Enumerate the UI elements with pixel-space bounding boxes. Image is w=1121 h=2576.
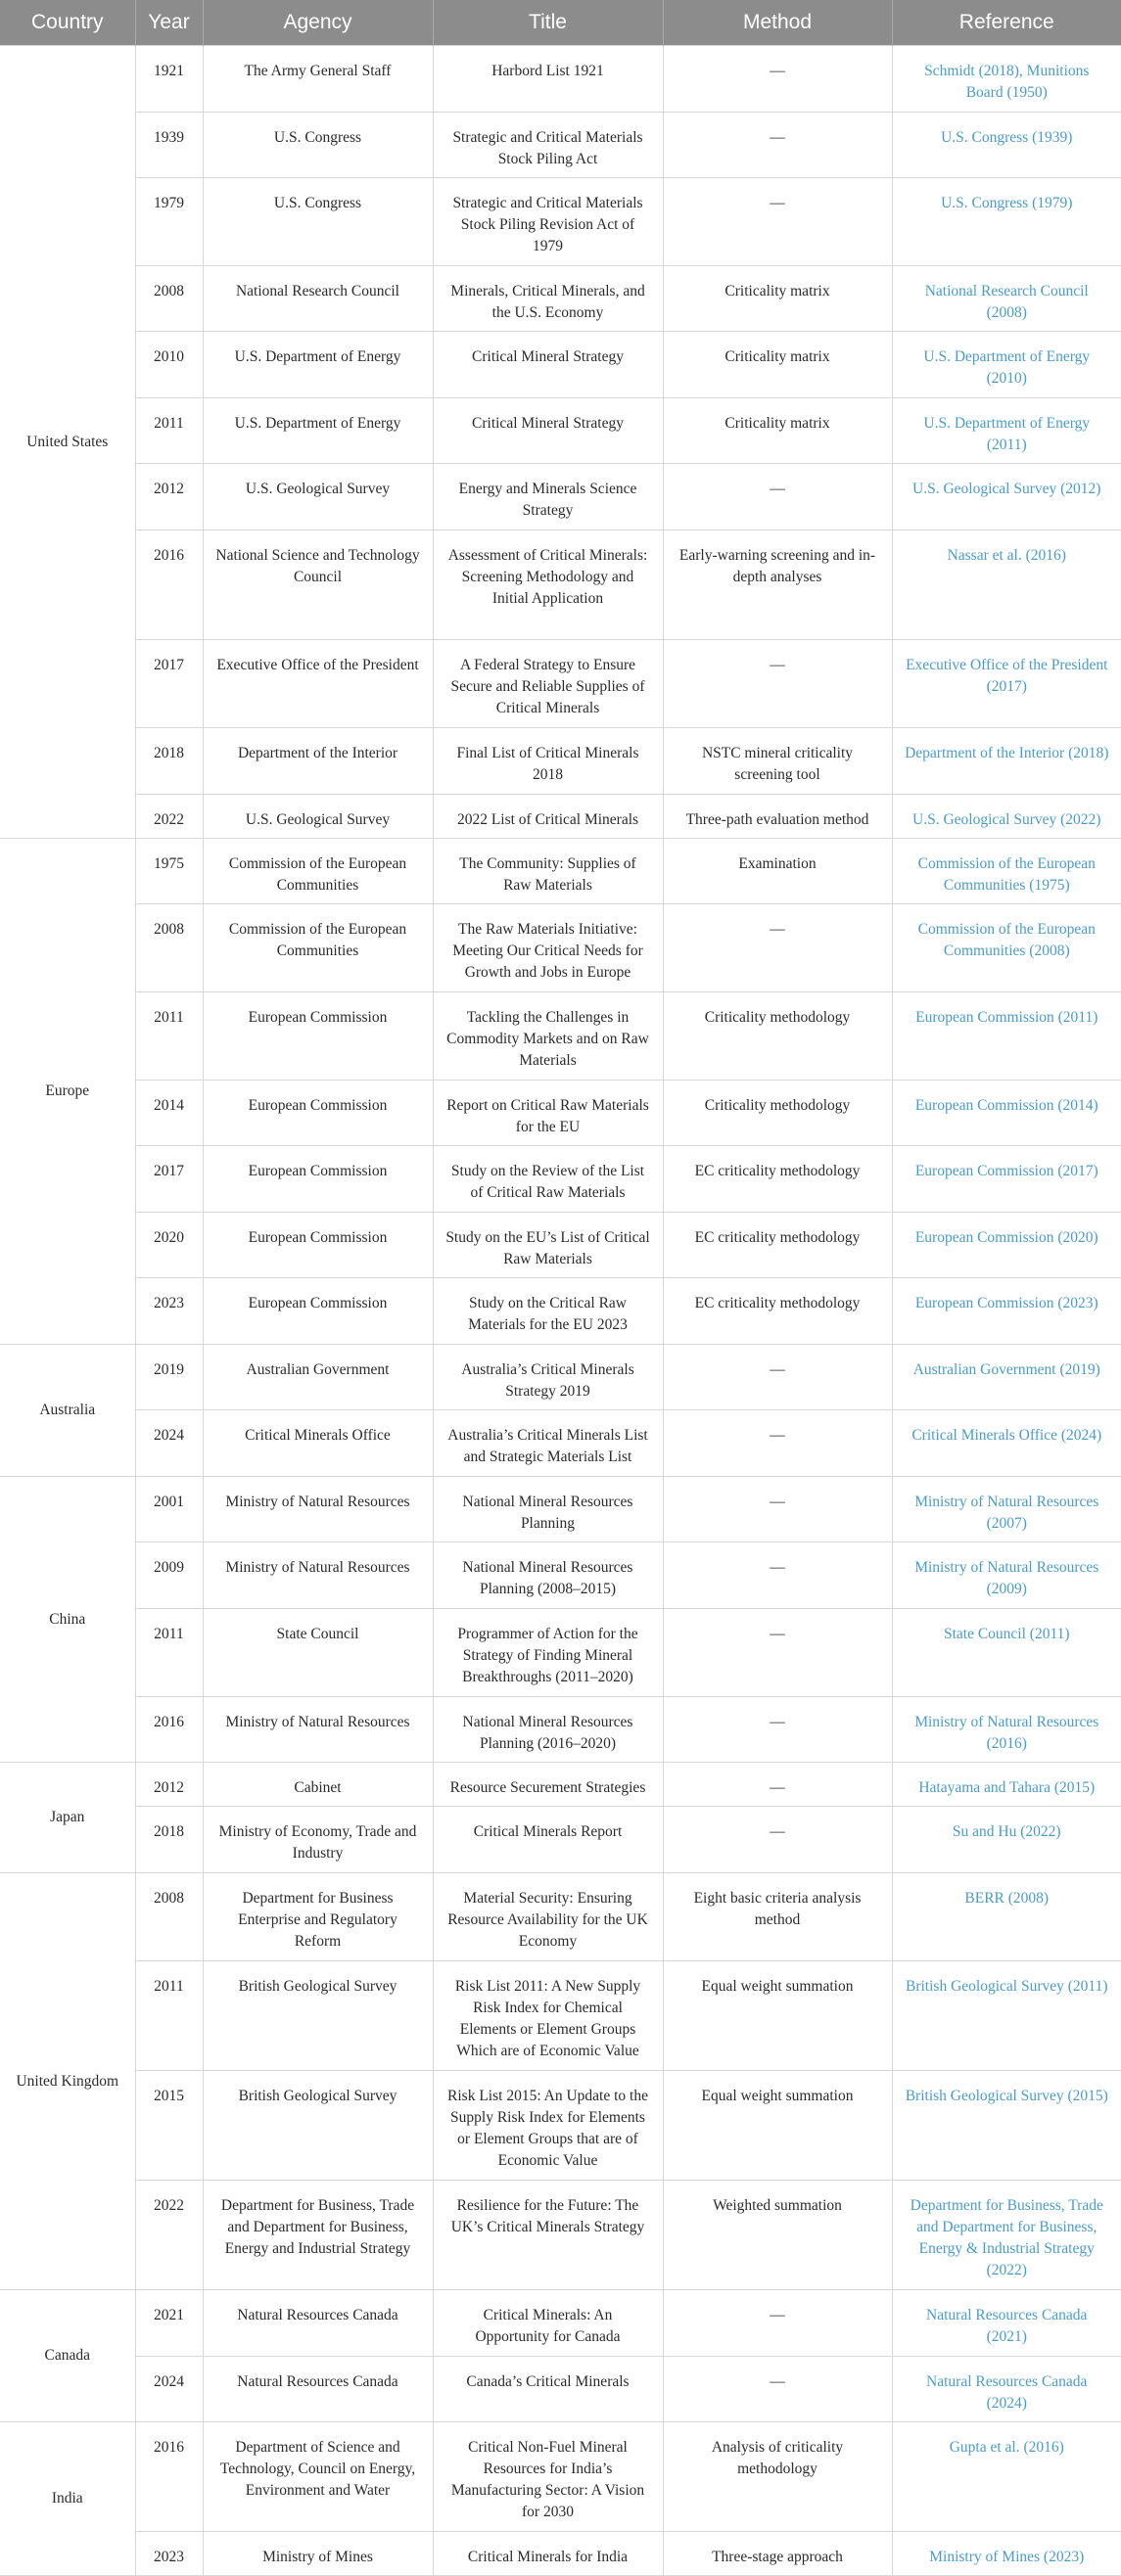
table-row [0, 904, 1121, 992]
table-row [0, 1807, 1121, 1873]
method-cell: EC criticality methodology [663, 1278, 892, 1345]
agency-cell: European Commission [203, 1146, 433, 1213]
reference-link[interactable]: European Commission (2023) [892, 1278, 1121, 1345]
reference-link[interactable]: BERR (2008) [892, 1873, 1121, 1961]
country-cell: Canada [0, 2290, 135, 2422]
agency-cell: British Geological Survey [203, 2071, 433, 2181]
year-cell: 2018 [135, 1807, 203, 1873]
year-cell: 2019 [135, 1345, 203, 1410]
reference-link[interactable]: Department for Business, Trade and Department for Business, Energy & Industrial Strategy (2022) [892, 2181, 1121, 2290]
agency-cell: The Army General Staff [203, 46, 433, 113]
title-cell: Study on the Review of the List of Critical Raw Materials [433, 1146, 663, 1213]
agency-cell: U.S. Congress [203, 113, 433, 178]
reference-link[interactable]: Australian Government (2019) [892, 1345, 1121, 1410]
title-cell: Strategic and Critical Materials Stock Piling Act [433, 113, 663, 178]
method-cell: — [663, 46, 892, 113]
title-cell: Risk List 2015: An Update to the Supply Risk Index for Elements or Element Groups that are of Economic Value [433, 2071, 663, 2181]
agency-cell: State Council [203, 1609, 433, 1697]
method-cell: EC criticality methodology [663, 1213, 892, 1278]
method-cell: — [663, 2357, 892, 2422]
reference-link[interactable]: Hatayama and Tahara (2015) [892, 1763, 1121, 1807]
table-row [0, 1081, 1121, 1146]
method-cell: Equal weight summation [663, 2071, 892, 2181]
table-header [0, 0, 1121, 46]
agency-cell: National Science and Technology Council [203, 530, 433, 640]
table-body [0, 46, 1121, 2576]
table-row [0, 2357, 1121, 2422]
reference-link[interactable]: Ministry of Mines (2023) [892, 2532, 1121, 2576]
table-row [0, 839, 1121, 904]
year-cell: 2023 [135, 1278, 203, 1345]
year-cell: 2015 [135, 2071, 203, 2181]
table-row [0, 1609, 1121, 1697]
reference-link[interactable]: European Commission (2014) [892, 1081, 1121, 1146]
title-cell: Study on the EU’s List of Critical Raw Materials [433, 1213, 663, 1278]
year-cell: 2008 [135, 266, 203, 332]
year-cell: 2024 [135, 2357, 203, 2422]
method-cell: — [663, 640, 892, 728]
header-row [0, 0, 1121, 46]
country-cell: Europe [0, 839, 135, 1345]
table-row [0, 1542, 1121, 1609]
year-cell: 2011 [135, 1961, 203, 2071]
title-cell: The Community: Supplies of Raw Materials [433, 839, 663, 904]
reference-link[interactable]: U.S. Congress (1939) [892, 113, 1121, 178]
reference-link[interactable]: U.S. Geological Survey (2012) [892, 464, 1121, 530]
agency-cell: Commission of the European Communities [203, 839, 433, 904]
agency-cell: Critical Minerals Office [203, 1410, 433, 1477]
agency-cell: Department of the Interior [203, 728, 433, 795]
country-cell: Australia [0, 1345, 135, 1477]
title-cell: Programmer of Action for the Strategy of Finding Mineral Breakthroughs (2011–2020) [433, 1609, 663, 1697]
table-row [0, 1477, 1121, 1542]
agency-cell: European Commission [203, 992, 433, 1081]
header-reference: Reference [892, 0, 1121, 46]
agency-cell: U.S. Congress [203, 178, 433, 266]
table-row [0, 1410, 1121, 1477]
reference-link[interactable]: Ministry of Natural Resources (2007) [892, 1477, 1121, 1542]
table-row [0, 2071, 1121, 2181]
header-country: Country [0, 0, 135, 46]
agency-cell: European Commission [203, 1081, 433, 1146]
table-row [0, 530, 1121, 640]
method-cell: Criticality matrix [663, 266, 892, 332]
title-cell: Critical Minerals Report [433, 1807, 663, 1873]
method-cell: Criticality matrix [663, 398, 892, 464]
table-row [0, 266, 1121, 332]
table-row [0, 2422, 1121, 2532]
year-cell: 2011 [135, 1609, 203, 1697]
agency-cell: Ministry of Natural Resources [203, 1542, 433, 1609]
table-row [0, 2181, 1121, 2290]
table-row [0, 1961, 1121, 2071]
method-cell: — [663, 1410, 892, 1477]
reference-link[interactable]: Nassar et al. (2016) [892, 530, 1121, 640]
agency-cell: National Research Council [203, 266, 433, 332]
agency-cell: European Commission [203, 1278, 433, 1345]
method-cell: Early-warning screening and in-depth analyses [663, 530, 892, 640]
year-cell: 1939 [135, 113, 203, 178]
reference-link[interactable]: Commission of the European Communities (1975) [892, 839, 1121, 904]
agency-cell: Executive Office of the President [203, 640, 433, 728]
reference-link[interactable]: National Research Council (2008) [892, 266, 1121, 332]
reference-link[interactable]: British Geological Survey (2015) [892, 2071, 1121, 2181]
table-row [0, 1697, 1121, 1763]
agency-cell: Department for Business, Trade and Department for Business, Energy and Industrial Strategy [203, 2181, 433, 2290]
year-cell: 2016 [135, 530, 203, 640]
method-cell: Equal weight summation [663, 1961, 892, 2071]
year-cell: 2012 [135, 1763, 203, 1807]
title-cell: National Mineral Resources Planning (2016–2020) [433, 1697, 663, 1763]
agency-cell: Natural Resources Canada [203, 2290, 433, 2357]
method-cell: EC criticality methodology [663, 1146, 892, 1213]
method-cell: — [663, 1609, 892, 1697]
table-row [0, 795, 1121, 839]
title-cell: Strategic and Critical Materials Stock Piling Revision Act of 1979 [433, 178, 663, 266]
table-row [0, 1763, 1121, 1807]
agency-cell: Ministry of Natural Resources [203, 1697, 433, 1763]
year-cell: 2016 [135, 1697, 203, 1763]
agency-cell: Ministry of Economy, Trade and Industry [203, 1807, 433, 1873]
table-row [0, 464, 1121, 530]
year-cell: 2017 [135, 1146, 203, 1213]
title-cell: Australia’s Critical Minerals Strategy 2019 [433, 1345, 663, 1410]
method-cell: Three-path evaluation method [663, 795, 892, 839]
method-cell: — [663, 2290, 892, 2357]
year-cell: 2014 [135, 1081, 203, 1146]
title-cell: Australia’s Critical Minerals List and Strategic Materials List [433, 1410, 663, 1477]
method-cell: — [663, 1477, 892, 1542]
year-cell: 2020 [135, 1213, 203, 1278]
method-cell: Analysis of criticality methodology [663, 2422, 892, 2532]
table-row [0, 992, 1121, 1081]
table-row [0, 640, 1121, 728]
title-cell: Final List of Critical Minerals 2018 [433, 728, 663, 795]
reference-link[interactable]: European Commission (2020) [892, 1213, 1121, 1278]
method-cell: — [663, 1807, 892, 1873]
title-cell: A Federal Strategy to Ensure Secure and Reliable Supplies of Critical Minerals [433, 640, 663, 728]
reference-link[interactable]: Ministry of Natural Resources (2016) [892, 1697, 1121, 1763]
agency-cell: U.S. Geological Survey [203, 464, 433, 530]
year-cell: 2008 [135, 904, 203, 992]
method-cell: — [663, 113, 892, 178]
method-cell: NSTC mineral criticality screening tool [663, 728, 892, 795]
title-cell: Critical Mineral Strategy [433, 398, 663, 464]
title-cell: Resilience for the Future: The UK’s Critical Minerals Strategy [433, 2181, 663, 2290]
header-method: Method [663, 0, 892, 46]
title-cell: Risk List 2011: A New Supply Risk Index for Chemical Elements or Element Groups Which are of Economic Value [433, 1961, 663, 2071]
header-year: Year [135, 0, 203, 46]
table-row [0, 1146, 1121, 1213]
title-cell: Report on Critical Raw Materials for the EU [433, 1081, 663, 1146]
method-cell: Criticality methodology [663, 1081, 892, 1146]
year-cell: 2021 [135, 2290, 203, 2357]
table-row [0, 398, 1121, 464]
title-cell: Material Security: Ensuring Resource Availability for the UK Economy [433, 1873, 663, 1961]
method-cell: — [663, 1542, 892, 1609]
agency-cell: Ministry of Mines [203, 2532, 433, 2576]
agency-cell: Natural Resources Canada [203, 2357, 433, 2422]
method-cell: — [663, 1345, 892, 1410]
reference-link[interactable]: Executive Office of the President (2017) [892, 640, 1121, 728]
table-row [0, 1278, 1121, 1345]
agency-cell: U.S. Department of Energy [203, 398, 433, 464]
title-cell: National Mineral Resources Planning [433, 1477, 663, 1542]
year-cell: 2010 [135, 332, 203, 398]
year-cell: 2022 [135, 2181, 203, 2290]
reference-link[interactable]: U.S. Department of Energy (2010) [892, 332, 1121, 398]
method-cell: Criticality matrix [663, 332, 892, 398]
title-cell: Critical Non-Fuel Mineral Resources for India’s Manufacturing Sector: A Vision for 2030 [433, 2422, 663, 2532]
agency-cell: Department for Business Enterprise and Regulatory Reform [203, 1873, 433, 1961]
title-cell: Tackling the Challenges in Commodity Markets and on Raw Materials [433, 992, 663, 1081]
reference-link[interactable]: Natural Resources Canada (2021) [892, 2290, 1121, 2357]
year-cell: 1975 [135, 839, 203, 904]
table-row [0, 1873, 1121, 1961]
reference-link[interactable]: U.S. Congress (1979) [892, 178, 1121, 266]
reference-link[interactable]: European Commission (2011) [892, 992, 1121, 1081]
reference-link[interactable]: State Council (2011) [892, 1609, 1121, 1697]
reference-link[interactable]: Department of the Interior (2018) [892, 728, 1121, 795]
title-cell: Harbord List 1921 [433, 46, 663, 113]
agency-cell: European Commission [203, 1213, 433, 1278]
title-cell: Minerals, Critical Minerals, and the U.S. Economy [433, 266, 663, 332]
year-cell: 2016 [135, 2422, 203, 2532]
country-cell: India [0, 2422, 135, 2576]
title-cell: Assessment of Critical Minerals: Screening Methodology and Initial Application [433, 530, 663, 640]
reference-link[interactable]: Natural Resources Canada (2024) [892, 2357, 1121, 2422]
reference-link[interactable]: U.S. Geological Survey (2022) [892, 795, 1121, 839]
table-row [0, 1213, 1121, 1278]
reference-link[interactable]: U.S. Department of Energy (2011) [892, 398, 1121, 464]
year-cell: 2009 [135, 1542, 203, 1609]
year-cell: 2023 [135, 2532, 203, 2576]
method-cell: Weighted summation [663, 2181, 892, 2290]
table-row [0, 2290, 1121, 2357]
year-cell: 2011 [135, 992, 203, 1081]
agency-cell: Australian Government [203, 1345, 433, 1410]
year-cell: 2017 [135, 640, 203, 728]
title-cell: Canada’s Critical Minerals [433, 2357, 663, 2422]
table-row [0, 46, 1121, 113]
reference-link[interactable]: Su and Hu (2022) [892, 1807, 1121, 1873]
agency-cell: British Geological Survey [203, 1961, 433, 2071]
table-row [0, 2532, 1121, 2576]
year-cell: 2001 [135, 1477, 203, 1542]
year-cell: 2008 [135, 1873, 203, 1961]
country-cell: China [0, 1477, 135, 1763]
year-cell: 2012 [135, 464, 203, 530]
country-cell: Japan [0, 1763, 135, 1873]
reference-link[interactable]: Schmidt (2018), Munitions Board (1950) [892, 46, 1121, 113]
method-cell: — [663, 178, 892, 266]
country-cell: United States [0, 46, 135, 839]
reference-link[interactable]: European Commission (2017) [892, 1146, 1121, 1213]
title-cell: Critical Minerals for India [433, 2532, 663, 2576]
agency-cell: U.S. Geological Survey [203, 795, 433, 839]
table-row [0, 178, 1121, 266]
reference-link[interactable]: Commission of the European Communities (2008) [892, 904, 1121, 992]
method-cell: Three-stage approach [663, 2532, 892, 2576]
year-cell: 2024 [135, 1410, 203, 1477]
title-cell: Study on the Critical Raw Materials for the EU 2023 [433, 1278, 663, 1345]
header-title: Title [433, 0, 663, 46]
title-cell: Energy and Minerals Science Strategy [433, 464, 663, 530]
title-cell: Critical Mineral Strategy [433, 332, 663, 398]
agency-cell: Ministry of Natural Resources [203, 1477, 433, 1542]
title-cell: National Mineral Resources Planning (2008–2015) [433, 1542, 663, 1609]
method-cell: Criticality methodology [663, 992, 892, 1081]
agency-cell: Commission of the European Communities [203, 904, 433, 992]
table-row [0, 1345, 1121, 1410]
method-cell: Eight basic criteria analysis method [663, 1873, 892, 1961]
year-cell: 1921 [135, 46, 203, 113]
year-cell: 2022 [135, 795, 203, 839]
table-row [0, 113, 1121, 178]
year-cell: 2011 [135, 398, 203, 464]
method-cell: — [663, 904, 892, 992]
reference-link[interactable]: Gupta et al. (2016) [892, 2422, 1121, 2532]
reference-link[interactable]: Critical Minerals Office (2024) [892, 1410, 1121, 1477]
method-cell: Examination [663, 839, 892, 904]
table-row [0, 728, 1121, 795]
agency-cell: Cabinet [203, 1763, 433, 1807]
table-row [0, 332, 1121, 398]
method-cell: — [663, 1763, 892, 1807]
agency-cell: U.S. Department of Energy [203, 332, 433, 398]
title-cell: Critical Minerals: An Opportunity for Canada [433, 2290, 663, 2357]
header-agency: Agency [203, 0, 433, 46]
title-cell: The Raw Materials Initiative: Meeting Our Critical Needs for Growth and Jobs in Europe [433, 904, 663, 992]
reference-link[interactable]: British Geological Survey (2011) [892, 1961, 1121, 2071]
title-cell: Resource Securement Strategies [433, 1763, 663, 1807]
year-cell: 2018 [135, 728, 203, 795]
agency-cell: Department of Science and Technology, Council on Energy, Environment and Water [203, 2422, 433, 2532]
method-cell: — [663, 1697, 892, 1763]
method-cell: — [663, 464, 892, 530]
title-cell: 2022 List of Critical Minerals [433, 795, 663, 839]
country-cell: United Kingdom [0, 1873, 135, 2290]
reference-link[interactable]: Ministry of Natural Resources (2009) [892, 1542, 1121, 1609]
year-cell: 1979 [135, 178, 203, 266]
